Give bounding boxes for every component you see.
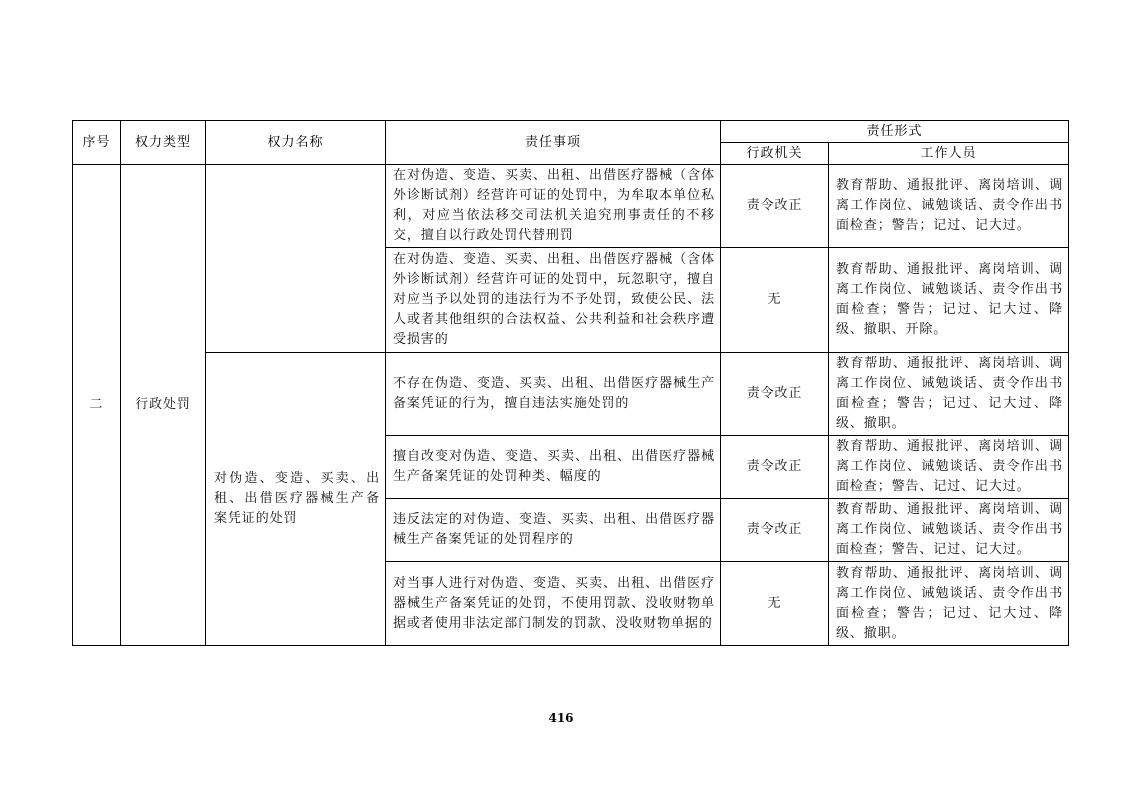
header-row-1	[73, 121, 1069, 143]
table-row	[73, 353, 1069, 436]
staff-cell: 教育帮助、通报批评、离岗培训、调离工作岗位、诫勉谈话、责令作出书面检查；警告、记过、记大过。	[829, 499, 1069, 562]
responsibility-item-cell: 对当事人进行对伪造、变造、买卖、出租、出借医疗器械生产备案凭证的处罚，不使用罚款、没收财物单据或者使用非法定部门制发的罚款、没收财物单据的	[386, 562, 721, 646]
page-number: 416	[548, 711, 574, 725]
seq-cell: 二	[73, 165, 121, 646]
admin-organ-cell: 无	[721, 562, 829, 646]
responsibility-item-cell: 在对伪造、变造、买卖、出租、出借医疗器械（含体外诊断试剂）经营许可证的处罚中，玩忽职守，擅自对应当予以处罚的违法行为不予处罚，致使公民、法人或者其他组织的合法权益、公共利益和社会秩序遭受损害的	[386, 248, 721, 353]
responsibility-item-cell: 在对伪造、变造、买卖、出租、出借医疗器械（含体外诊断试剂）经营许可证的处罚中，为牟取本单位私利，对应当依法移交司法机关追究刑事责任的不移交，擅自以行政处罚代替刑罚	[386, 165, 721, 248]
admin-organ-cell: 责令改正	[721, 436, 829, 499]
admin-organ-cell: 无	[721, 248, 829, 353]
admin-organ-cell: 责令改正	[721, 499, 829, 562]
header-seq: 序号	[73, 121, 121, 165]
power-name-cell: 对伪造、变造、买卖、出租、出借医疗器械生产备案凭证的处罚	[206, 353, 386, 646]
header-power-type: 权力类型	[121, 121, 206, 165]
admin-organ-cell: 责令改正	[721, 165, 829, 248]
header-responsibility-item: 责任事项	[386, 121, 721, 165]
table-row	[73, 165, 1069, 248]
staff-cell: 教育帮助、通报批评、离岗培训、调离工作岗位、诫勉谈话、责令作出书面检查；警告；记过、记大过、降级、撤职、开除。	[829, 248, 1069, 353]
header-responsibility-form: 责任形式	[721, 121, 1069, 143]
responsibility-item-cell: 违反法定的对伪造、变造、买卖、出租、出借医疗器械生产备案凭证的处罚程序的	[386, 499, 721, 562]
responsibility-item-cell: 不存在伪造、变造、买卖、出租、出借医疗器械生产备案凭证的行为，擅自违法实施处罚的	[386, 353, 721, 436]
staff-cell: 教育帮助、通报批评、离岗培训、调离工作岗位、诫勉谈话、责令作出书面检查；警告、记过、记大过。	[829, 436, 1069, 499]
staff-cell: 教育帮助、通报批评、离岗培训、调离工作岗位、诫勉谈话、责令作出书面检查；警告；记过、记大过、降级、撤职。	[829, 562, 1069, 646]
header-power-name: 权力名称	[206, 121, 386, 165]
responsibility-item-cell: 擅自改变对伪造、变造、买卖、出租、出借医疗器械生产备案凭证的处罚种类、幅度的	[386, 436, 721, 499]
staff-cell: 教育帮助、通报批评、离岗培训、调离工作岗位、诫勉谈话、责令作出书面检查；警告；记过、记大过、降级、撤职。	[829, 353, 1069, 436]
responsibility-table	[72, 120, 1069, 646]
header-admin-organ: 行政机关	[721, 143, 829, 165]
power-name-cell-continued	[206, 165, 386, 353]
staff-cell: 教育帮助、通报批评、离岗培训、调离工作岗位、诫勉谈话、责令作出书面检查；警告；记过、记大过。	[829, 165, 1069, 248]
power-type-cell: 行政处罚	[121, 165, 206, 646]
header-staff: 工作人员	[829, 143, 1069, 165]
admin-organ-cell: 责令改正	[721, 353, 829, 436]
